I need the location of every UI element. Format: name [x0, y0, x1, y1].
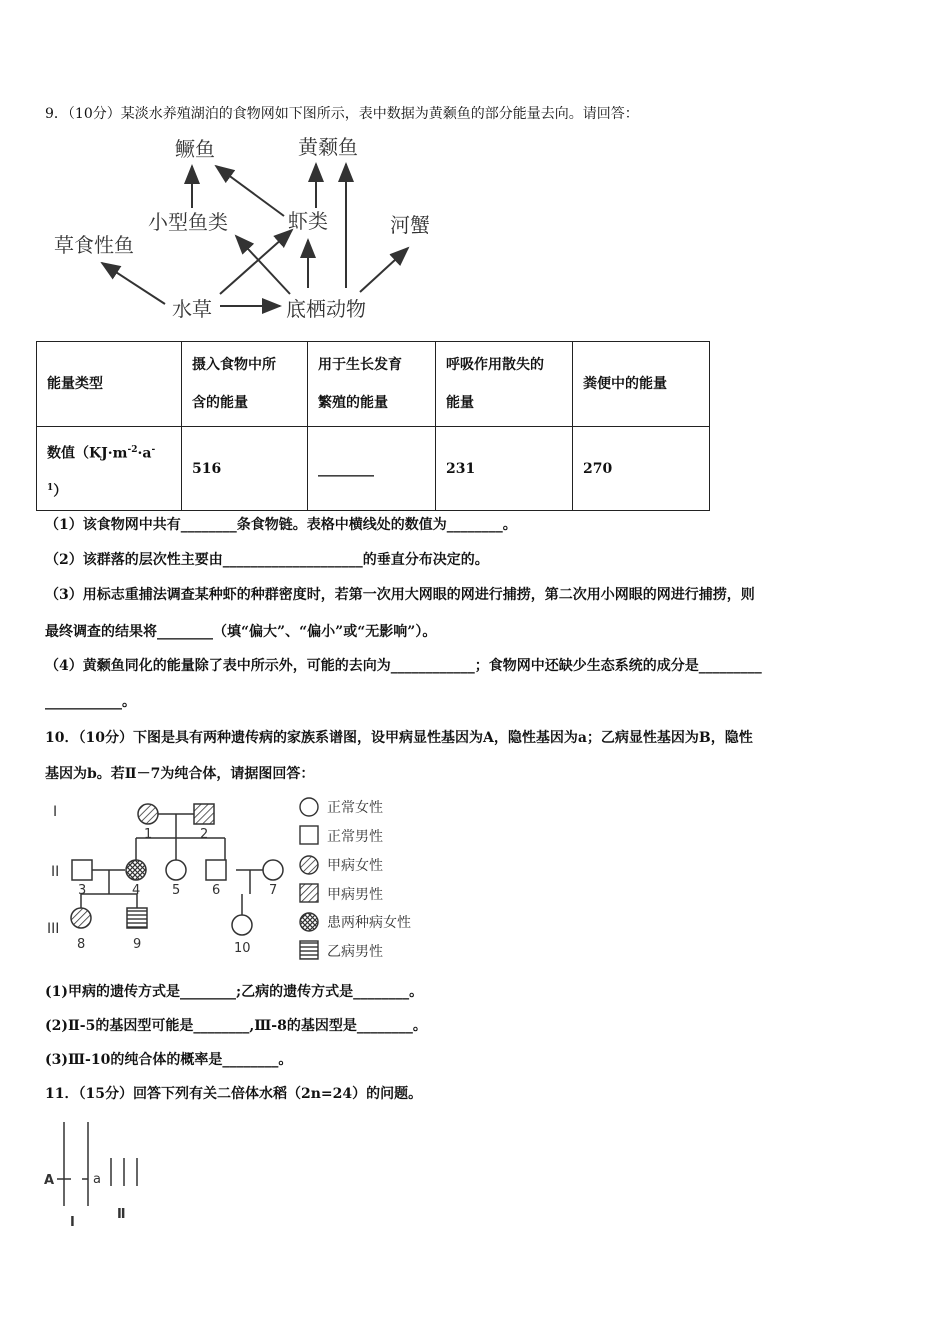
header-growth-line1: 用于生长发育	[318, 357, 402, 373]
q9-sub3a: （3）用标志重捕法调查某种虾的种群密度时，若第一次用大网眼的网进行捕捞，第二次用小网眼的网进行捕捞，则	[45, 587, 755, 603]
q11-stem: 11．（15分）回答下列有关二倍体水稻（2n=24）的问题。	[45, 1086, 423, 1102]
value-growth-blank: ________	[308, 427, 436, 511]
node-xiaoxing: 小型鱼类	[148, 210, 228, 234]
individual-2	[194, 804, 214, 824]
id-label-9: 9	[133, 937, 142, 952]
id-label-7: 7	[269, 883, 278, 898]
pedigree-diagram	[45, 790, 445, 965]
header-growth-line2: 繁殖的能量	[318, 395, 388, 411]
q10-stem-b: 基因为b。若Ⅱ－7为纯合体，请据图回答：	[45, 766, 315, 782]
q9-sub3b: 最终调查的结果将________（填“偏大”、“偏小”或“无影响”）。	[45, 624, 437, 640]
q10-stem-a: 10．（10分）下图是具有两种遗传病的家族系谱图，设甲病显性基因为A，隐性基因为a；乙病显性基因为B，隐性	[45, 730, 753, 746]
node-hexie: 河蟹	[390, 213, 430, 237]
q9-sub2: （2）该群落的层次性主要由____________________的垂直分布决定的。	[45, 552, 489, 568]
node-huangsangyu: 黄颡鱼	[298, 135, 358, 159]
food-web-diagram	[40, 128, 460, 328]
id-label-8: 8	[77, 937, 86, 952]
table-header-row	[37, 342, 710, 427]
node-diqi: 底栖动物	[286, 297, 366, 321]
node-shuicao: 水草	[172, 297, 212, 321]
id-label-2: 2	[200, 827, 209, 842]
q9-stem: 9．（10分）某淡水养殖湖泊的食物网如下图所示，表中数据为黄颡鱼的部分能量去向。请回答：	[45, 106, 639, 122]
table-header-cell	[573, 342, 710, 427]
energy-table	[36, 341, 710, 511]
legend-normal-female: 正常女性	[327, 800, 383, 816]
table-header-cell	[308, 342, 436, 427]
legend-jia-female: 甲病女性	[327, 858, 383, 874]
individual-7	[263, 860, 283, 880]
legend-both-female: 患两种病女性	[327, 915, 411, 931]
legend-normal-female-symbol	[300, 798, 318, 816]
individual-4	[126, 860, 146, 880]
id-label-3: 3	[78, 883, 87, 898]
header-intake-line2: 含的能量	[192, 395, 248, 411]
q9-sub4b: ___________。	[45, 694, 136, 710]
gen-label-1: I	[53, 804, 58, 820]
individual-8	[71, 908, 91, 928]
food-web-arrows	[102, 164, 408, 306]
individual-10	[232, 915, 252, 935]
value-respiration: 231	[436, 427, 573, 511]
legend-normal-male: 正常男性	[327, 829, 383, 845]
legend-jia-female-symbol	[300, 856, 318, 874]
header-intake-line1: 摄入食物中所	[192, 357, 276, 373]
table-row	[37, 427, 710, 511]
chromosome-label-1: Ⅰ	[70, 1215, 75, 1230]
q9-sub1: （1）该食物网中共有________条食物链。表格中横线处的数值为________。	[45, 517, 517, 533]
legend-both-female-symbol	[300, 913, 318, 931]
legend-jia-male-symbol	[300, 884, 318, 902]
gen-label-3: III	[47, 921, 60, 937]
q10-sub2: (2)Ⅱ-5的基因型可能是________,Ⅲ-8的基因型是________。	[45, 1018, 427, 1034]
header-energy-type: 能量类型	[47, 376, 103, 392]
gene-a-label: a	[93, 1172, 101, 1187]
id-label-4: 4	[132, 883, 141, 898]
id-label-1: 1	[144, 827, 153, 842]
table-header-cell	[182, 342, 308, 427]
individual-6	[206, 860, 226, 880]
table-header-cell	[436, 342, 573, 427]
individual-3	[72, 860, 92, 880]
node-guiyu: 鳜鱼	[175, 137, 215, 161]
individual-9	[127, 908, 147, 928]
header-respiration-line1: 呼吸作用散失的	[446, 357, 544, 373]
q10-sub1: (1)甲病的遗传方式是________;乙病的遗传方式是________。	[45, 984, 424, 1000]
value-feces: 270	[573, 427, 710, 511]
gene-A-label: A	[44, 1173, 55, 1188]
q9-sub4a: （4）黄颡鱼同化的能量除了表中所示外，可能的去向为____________；食物网中还缺少生态系统的成分是_________	[45, 658, 762, 674]
id-label-6: 6	[212, 883, 221, 898]
node-xialei: 虾类	[288, 209, 328, 233]
chromosome-label-2: Ⅱ	[117, 1207, 126, 1222]
row-label: 数值（$KJ\cdot m^{-2}\cdot a^-$	[47, 444, 156, 462]
table-header-cell	[37, 342, 182, 427]
legend-normal-male-symbol	[300, 826, 318, 844]
id-label-5: 5	[172, 883, 181, 898]
legend-jia-male: 甲病男性	[327, 887, 383, 903]
id-label-10: 10	[234, 941, 251, 956]
row-label-cell: 数值（$KJ\cdot m^{-2}\cdot a^-$ $^1$）	[37, 427, 182, 511]
individual-1	[138, 804, 158, 824]
value-intake: 516	[182, 427, 308, 511]
node-caoshi: 草食性鱼	[54, 233, 134, 257]
header-feces: 粪便中的能量	[583, 376, 667, 392]
individual-5	[166, 860, 186, 880]
gen-label-2: II	[51, 864, 60, 880]
header-respiration-line2: 能量	[446, 395, 474, 411]
legend-yi-male: 乙病男性	[327, 944, 383, 960]
legend-yi-male-symbol	[300, 941, 318, 959]
chromosome-diagram	[40, 1118, 180, 1233]
q10-sub3: (3)Ⅲ-10的纯合体的概率是________。	[45, 1052, 293, 1068]
